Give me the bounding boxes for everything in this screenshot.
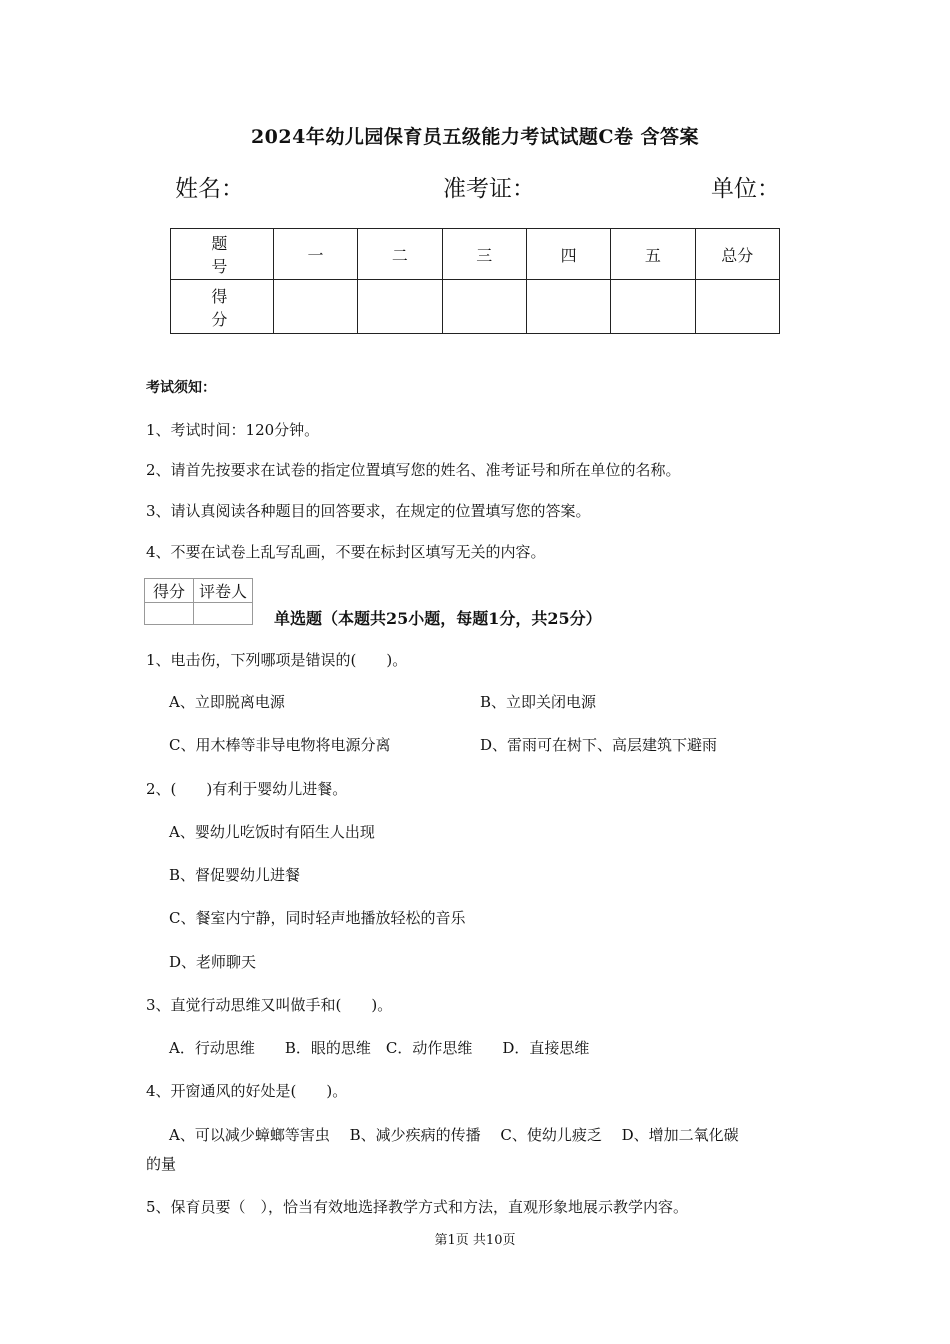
candidate-info-row [175, 170, 785, 202]
score-row-label: 得 分 [171, 280, 274, 334]
question-1-option-c: C、用木棒等非导电物将电源分离 [169, 736, 391, 754]
score-cell-total[interactable] [695, 280, 779, 334]
notice-item: 1、考试时间：120分钟。 [146, 421, 320, 439]
exam-number-label: 准考证： [443, 176, 535, 202]
question-1-option-b: B、立即关闭电源 [480, 693, 597, 711]
question-4-options-continued: 的量 [146, 1155, 177, 1173]
question-2-option-d: D、老师聊天 [169, 953, 257, 971]
question-3-options: A．行动思维 B．眼的思维 C．动作思维 D．直接思维 [169, 1039, 590, 1057]
score-cell-2[interactable] [358, 280, 442, 334]
question-2-stem: 2、( )有利于婴幼儿进餐。 [146, 780, 348, 798]
score-table-score-row [171, 280, 780, 334]
question-4-options: A、可以减少蟑螂等害虫 B、减少疾病的传播 C、使幼儿疲乏 D、增加二氧化碳 [169, 1126, 739, 1144]
question-4-stem: 4、开窗通风的好处是( )。 [146, 1082, 348, 1100]
page-title: 2024年幼儿园保育员五级能力考试试题C卷 含答案 [250, 126, 700, 148]
question-2-option-b: B、督促婴幼儿进餐 [169, 866, 301, 884]
grader-table [144, 578, 253, 625]
grader-score-label: 得分 [145, 579, 194, 603]
question-number-label: 题 号 [171, 229, 274, 280]
notice-item: 4、不要在试卷上乱写乱画，不要在标封区填写无关的内容。 [146, 543, 546, 561]
section-3-header: 三 [442, 229, 526, 280]
section-title: 单选题（本题共25小题，每题1分，共25分） [274, 609, 602, 628]
name-label: 姓名： [175, 176, 244, 202]
grader-name-cell[interactable] [194, 603, 253, 625]
question-2-option-a: A、婴幼儿吃饭时有陌生人出现 [169, 823, 375, 841]
section-1-header: 一 [273, 229, 357, 280]
score-table [170, 228, 780, 334]
section-5-header: 五 [611, 229, 695, 280]
question-1-stem: 1、电击伤，下列哪项是错误的( )。 [146, 651, 408, 669]
question-5-stem: 5、保育员要（ ），恰当有效地选择教学方式和方法，直观形象地展示教学内容。 [146, 1198, 689, 1216]
score-table-header-row [171, 229, 780, 280]
section-4-header: 四 [526, 229, 610, 280]
unit-label: 单位： [711, 176, 780, 202]
score-cell-3[interactable] [442, 280, 526, 334]
score-cell-4[interactable] [526, 280, 610, 334]
score-cell-1[interactable] [273, 280, 357, 334]
section-2-header: 二 [358, 229, 442, 280]
notice-title: 考试须知： [146, 380, 216, 396]
page-footer: 第1页 共10页 [434, 1233, 516, 1248]
score-cell-5[interactable] [611, 280, 695, 334]
grader-score-cell[interactable] [145, 603, 194, 625]
question-1-option-a: A、立即脱离电源 [169, 693, 285, 711]
question-2-option-c: C、餐室内宁静，同时轻声地播放轻松的音乐 [169, 909, 466, 927]
question-1-option-d: D、雷雨可在树下、高层建筑下避雨 [480, 736, 718, 754]
question-3-stem: 3、直觉行动思维又叫做手和( )。 [146, 996, 393, 1014]
total-header: 总分 [695, 229, 779, 280]
notice-item: 3、请认真阅读各种题目的回答要求，在规定的位置填写您的答案。 [146, 502, 591, 520]
notice-item: 2、请首先按要求在试卷的指定位置填写您的姓名、准考证号和所在单位的名称。 [146, 461, 681, 479]
grader-name-label: 评卷人 [194, 579, 253, 603]
